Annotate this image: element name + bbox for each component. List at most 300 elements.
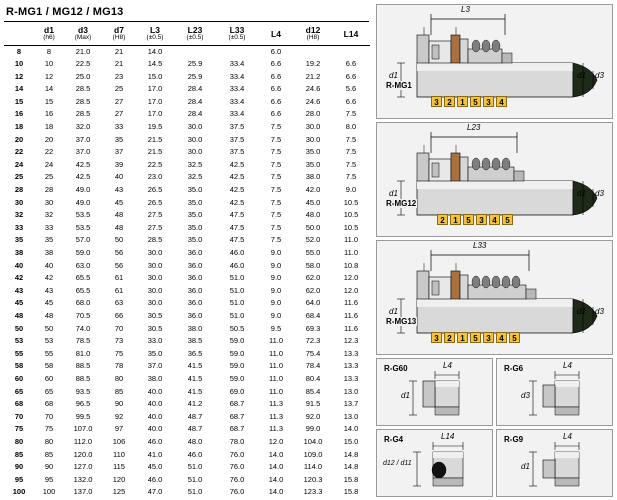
table-cell: 21.0 (75, 46, 91, 56)
table-cell: 25.0 (75, 71, 91, 81)
table-cell: 35.0 (187, 185, 203, 195)
table-cell: 73 (114, 336, 124, 346)
g6-left-dim: d3 (521, 391, 530, 400)
table-cell: 33.4 (229, 71, 245, 81)
table-cell: 51.0 (229, 298, 245, 308)
mg1-left-dim: d1 (389, 71, 398, 80)
table-row (4, 260, 370, 273)
table-row (4, 436, 370, 449)
table-cell: 33.4 (229, 109, 245, 119)
table-cell: 7.5 (270, 122, 282, 132)
table-cell: 32.5 (187, 159, 203, 169)
table-row (4, 373, 370, 386)
table-cell: 15.0 (147, 71, 163, 81)
table-cell: 56 (114, 260, 124, 270)
mg13-label: R-MG13 (386, 317, 417, 326)
table-cell: 32 (44, 210, 54, 220)
table-cell: 53 (44, 336, 54, 346)
table-cell: 42 (44, 273, 54, 283)
table-cell: 11.0 (343, 235, 359, 245)
table-cell: 41.0 (147, 449, 163, 459)
table-cell: 68.7 (229, 399, 245, 409)
table-cell: 26.5 (147, 197, 163, 207)
mg12-left-dim: d1 (389, 189, 398, 198)
table-cell: 11.3 (268, 411, 284, 421)
table-cell: 16 (44, 109, 54, 119)
table-cell: 14.0 (147, 46, 163, 56)
table-cell: 92.0 (305, 411, 321, 421)
table-cell: 18 (44, 122, 54, 132)
title-divider (4, 21, 369, 22)
mg12-label: R-MG12 (386, 199, 417, 208)
table-cell: 28.4 (187, 109, 203, 119)
mg12-right-dim-outer: d1 (577, 189, 586, 198)
table-cell: 40 (114, 172, 124, 182)
table-cell: 96.5 (75, 399, 91, 409)
mg13-right-dim-outer: d1 (577, 307, 586, 316)
table-cell: 7.5 (270, 134, 282, 144)
table-cell: 50.0 (305, 222, 321, 232)
table-cell: 7.5 (270, 159, 282, 169)
table-cell: 10.5 (343, 197, 359, 207)
table-row (4, 272, 370, 285)
table-cell: 110 (113, 449, 125, 459)
table-cell: 45 (44, 298, 54, 308)
table-cell: 11.6 (343, 323, 359, 333)
table-cell (294, 45, 332, 58)
table-cell: 137.0 (73, 487, 93, 497)
table-cell: 42.5 (229, 172, 245, 182)
table-cell: 12.0 (343, 285, 359, 295)
table-cell: 75 (44, 424, 54, 434)
table-cell: 48.0 (187, 436, 203, 446)
drawing-panel-g6 (496, 358, 613, 426)
table-cell: 76.0 (229, 474, 245, 484)
table-cell: 9.0 (270, 298, 282, 308)
table-cell: 30.0 (147, 260, 163, 270)
table-cell: 11.3 (268, 424, 284, 434)
table-cell: 7.5 (345, 147, 357, 157)
table-cell: 62.0 (305, 285, 321, 295)
table-cell: 10.5 (343, 222, 359, 232)
table-cell: 12.0 (343, 273, 359, 283)
table-cell: 76.0 (229, 449, 245, 459)
table-cell: 24.6 (305, 84, 321, 94)
row-size-label: 35 (14, 235, 24, 245)
mg12-callout-numbers (437, 214, 513, 225)
row-size-label: 45 (14, 298, 24, 308)
row-size-label: 8 (16, 46, 22, 56)
row-size-label: 55 (14, 348, 24, 358)
table-cell: 6.6 (345, 59, 357, 69)
table-cell: 37.0 (75, 147, 91, 157)
table-cell: 38.0 (147, 373, 163, 383)
table-cell: 9.0 (345, 185, 357, 195)
table-cell: 14.0 (343, 424, 359, 434)
table-cell: 106 (112, 436, 126, 446)
table-cell: 33 (114, 122, 124, 132)
table-cell: 11.6 (343, 298, 359, 308)
table-cell: 41.2 (187, 399, 203, 409)
table-cell: 53.5 (75, 222, 91, 232)
drawing-panel-mg1 (376, 4, 613, 119)
table-cell: 52.0 (305, 235, 321, 245)
table-cell: 80 (114, 373, 124, 383)
table-cell: 38.0 (305, 172, 321, 182)
table-cell: 27 (114, 96, 124, 106)
table-cell: 25.9 (187, 59, 203, 69)
table-cell: 36.0 (187, 260, 203, 270)
table-cell: 75 (114, 348, 124, 358)
table-cell: 75.4 (305, 348, 321, 358)
table-cell: 10.8 (343, 260, 359, 270)
g4-label: R-G4 (384, 435, 404, 444)
table-cell: 36.0 (187, 310, 203, 320)
table-cell: 17.0 (147, 84, 163, 94)
table-cell: 13.7 (343, 399, 359, 409)
table-cell: 85 (44, 449, 54, 459)
dimension-table-wrapper (4, 23, 370, 499)
callout-number: 3 (476, 214, 487, 225)
callout-number: 5 (470, 332, 481, 343)
table-cell: 68 (44, 399, 54, 409)
table-row (4, 171, 370, 184)
table-cell: 68.0 (75, 298, 91, 308)
table-cell: 7.5 (270, 197, 282, 207)
mg12-right-dim-inner: d3 (595, 189, 604, 198)
table-cell: 120.3 (303, 474, 323, 484)
table-cell: 58 (44, 361, 54, 371)
table-cell: 11.0 (268, 336, 284, 346)
table-cell: 30.0 (187, 134, 203, 144)
table-cell: 64.0 (305, 298, 321, 308)
table-cell: 76.0 (229, 487, 245, 497)
table-cell: 28.4 (187, 84, 203, 94)
table-cell: 46.0 (147, 436, 163, 446)
table-cell: 27.5 (147, 222, 163, 232)
table-cell: 123.3 (303, 487, 323, 497)
callout-number: 3 (431, 332, 442, 343)
table-cell: 40.0 (147, 386, 163, 396)
table-head (4, 23, 370, 45)
table-row (4, 398, 370, 411)
table-row (4, 134, 370, 147)
table-cell: 37.5 (229, 147, 245, 157)
table-cell: 85.4 (305, 386, 321, 396)
table-cell: 11.6 (343, 310, 359, 320)
callout-number: 4 (489, 214, 500, 225)
table-cell: 53.5 (75, 210, 91, 220)
table-cell: 90 (44, 462, 54, 472)
table-cell: 6.6 (270, 84, 282, 94)
table-cell: 33.0 (147, 336, 163, 346)
table-row (4, 323, 370, 336)
table-cell: 37 (114, 147, 124, 157)
table-cell: 78.4 (305, 361, 321, 371)
table-cell: 7.5 (345, 172, 357, 182)
table-row (4, 45, 370, 58)
g60-left-dim: d1 (401, 391, 410, 400)
table-cell: 51.0 (229, 273, 245, 283)
table-cell: 7.5 (345, 109, 357, 119)
table-cell: 15.8 (343, 487, 359, 497)
table-cell: 114.0 (303, 462, 323, 472)
table-cell: 45 (114, 197, 124, 207)
table-cell: 48.0 (305, 210, 321, 220)
table-cell: 42.5 (75, 172, 91, 182)
table-cell: 13.0 (343, 411, 359, 421)
mg1-right-dim-outer: d1 (577, 71, 586, 80)
row-size-label: 68 (14, 399, 24, 409)
table-cell: 10.5 (343, 210, 359, 220)
table-cell: 41.5 (187, 361, 203, 371)
callout-number: 4 (496, 96, 507, 107)
table-cell: 49.0 (75, 185, 91, 195)
page-title: R-MG1 / MG12 / MG13 (6, 6, 124, 18)
row-size-label: 10 (14, 59, 24, 69)
row-size-label: 95 (14, 474, 24, 484)
table-row (4, 96, 370, 109)
g60-top-dim: L4 (443, 361, 452, 370)
table-cell: 40.0 (147, 424, 163, 434)
table-cell: 7.5 (270, 147, 282, 157)
table-cell: 78.0 (229, 436, 245, 446)
table-cell: 85 (114, 386, 124, 396)
table-cell: 81.0 (75, 348, 91, 358)
table-cell: 9.5 (270, 323, 282, 333)
row-size-label: 100 (12, 487, 26, 497)
table-cell: 7.5 (345, 134, 357, 144)
drawing-panel-mg12 (376, 122, 613, 237)
callout-number: 3 (483, 332, 494, 343)
table-cell: 7.5 (345, 159, 357, 169)
table-cell: 109.0 (303, 449, 323, 459)
table-cell: 41.5 (187, 386, 203, 396)
row-size-label: 70 (14, 411, 24, 421)
row-size-label: 22 (14, 147, 24, 157)
callout-number: 2 (437, 214, 448, 225)
table-cell: 11.0 (343, 248, 359, 257)
row-size-label: 12 (14, 71, 24, 81)
table-cell: 100 (42, 487, 56, 497)
table-cell: 59.0 (229, 336, 245, 346)
table-cell: 15.8 (343, 474, 359, 484)
table-row (4, 386, 370, 399)
row-size-label: 85 (14, 449, 24, 459)
table-cell: 14.5 (147, 59, 163, 69)
table-cell: 6.6 (270, 109, 282, 119)
col-header-d7: d7 (H8) (102, 23, 136, 45)
table-cell: 127.0 (73, 462, 93, 472)
table-cell: 88.5 (75, 361, 91, 371)
table-cell: 21.5 (147, 134, 163, 144)
table-cell: 6.6 (345, 96, 357, 106)
g9-left-dim: d1 (521, 462, 530, 471)
table-cell: 78 (114, 361, 124, 371)
callout-number: 2 (444, 332, 455, 343)
row-size-label: 24 (14, 159, 24, 169)
table-row (4, 222, 370, 235)
table-cell: 12.3 (343, 336, 359, 346)
table-cell: 7.5 (270, 235, 282, 245)
table-cell: 35.0 (187, 222, 203, 232)
table-cell: 48 (44, 310, 54, 320)
table-row (4, 297, 370, 310)
drawing-panel-g9 (496, 429, 613, 497)
table-cell: 15.0 (343, 436, 359, 446)
table-cell: 35.0 (305, 147, 321, 157)
mg12-top-dim: L23 (467, 123, 481, 132)
table-cell: 6.6 (270, 71, 282, 81)
table-cell: 35.0 (187, 197, 203, 207)
col-header-d3: d3 (Max) (64, 23, 102, 45)
table-cell: 13.3 (343, 373, 359, 383)
table-cell: 48.7 (187, 411, 203, 421)
table-cell: 58.0 (305, 260, 321, 270)
g6-label: R-G6 (504, 364, 524, 373)
table-cell: 69.3 (305, 323, 321, 333)
col-header-d12: d12 (H8) (294, 23, 332, 45)
row-size-label: 42 (14, 273, 24, 283)
table-cell: 90 (114, 399, 124, 409)
table-cell: 33 (44, 222, 54, 232)
table-cell: 30.5 (147, 310, 163, 320)
table-row (4, 121, 370, 134)
mg13-right-dim-inner: d3 (595, 307, 604, 316)
table-cell: 37.0 (75, 134, 91, 144)
table-row (4, 58, 370, 71)
table-cell: 88.5 (75, 373, 91, 383)
table-cell: 35.0 (187, 235, 203, 245)
callout-number: 5 (509, 332, 520, 343)
callout-number: 3 (431, 96, 442, 107)
table-cell: 6.6 (270, 96, 282, 106)
table-cell: 14.0 (268, 487, 284, 497)
col-header-l23: L23 (±0.5) (174, 23, 216, 45)
table-cell: 45.0 (305, 197, 321, 207)
table-cell: 51.0 (187, 474, 203, 484)
table-cell: 11.0 (268, 373, 284, 383)
table-cell: 30.0 (147, 298, 163, 308)
table-cell: 39 (114, 159, 124, 169)
table-cell: 28.5 (75, 109, 91, 119)
callout-number: 1 (457, 332, 468, 343)
table-cell: 69.0 (229, 386, 245, 396)
table-cell: 35 (44, 235, 54, 245)
table-cell: 9.0 (270, 260, 282, 270)
table-cell: 21.5 (147, 147, 163, 157)
table-cell: 65.5 (75, 273, 91, 283)
table-cell: 6.6 (345, 71, 357, 81)
table-cell: 80 (44, 436, 54, 446)
table-cell: 95 (44, 474, 54, 484)
row-size-label: 33 (14, 222, 24, 232)
table-cell: 99.5 (75, 411, 91, 421)
table-cell: 17.0 (147, 96, 163, 106)
table-cell: 47.5 (229, 222, 245, 232)
table-cell: 13.3 (343, 361, 359, 371)
row-size-label: 32 (14, 210, 24, 220)
row-size-label: 20 (14, 134, 24, 144)
table-cell: 12 (44, 71, 54, 81)
row-size-label: 65 (14, 386, 24, 396)
table-cell: 72.3 (305, 336, 321, 346)
table-cell: 50 (114, 235, 124, 245)
mg1-label: R-MG1 (386, 81, 412, 90)
table-cell: 112.0 (73, 436, 93, 446)
g6-top-dim: L4 (563, 361, 572, 370)
table-cell: 59.0 (229, 348, 245, 358)
table-cell: 41.5 (187, 373, 203, 383)
table-cell: 120 (112, 474, 126, 484)
table-cell: 42.5 (75, 159, 91, 169)
table-cell: 76.0 (229, 462, 245, 472)
table-cell: 36.0 (187, 273, 203, 283)
table-row (4, 360, 370, 373)
row-size-label: 14 (14, 84, 24, 94)
table-row (4, 234, 370, 247)
table-cell: 48 (114, 210, 124, 220)
row-size-label: 48 (14, 310, 24, 320)
table-cell: 65 (44, 386, 54, 396)
table-cell: 63.0 (75, 260, 91, 270)
table-cell: 11.0 (268, 361, 284, 371)
table-cell: 36.0 (187, 248, 203, 257)
table-cell: 22.5 (147, 159, 163, 169)
table-cell: 30.0 (305, 134, 321, 144)
table-cell: 51.0 (187, 462, 203, 472)
table-cell: 61 (114, 285, 124, 295)
table-row (4, 449, 370, 462)
callout-number: 4 (496, 332, 507, 343)
callout-number: 5 (470, 96, 481, 107)
table-cell: 115 (113, 462, 125, 472)
table-cell: 20 (44, 134, 54, 144)
drawing-panel-mg13 (376, 240, 613, 355)
table-cell: 6.6 (270, 59, 282, 69)
table-cell: 35.0 (147, 348, 163, 358)
table-cell: 36.5 (187, 348, 203, 358)
table-cell: 107.0 (73, 424, 93, 434)
table-cell: 48.7 (187, 424, 203, 434)
table-cell: 42.5 (229, 197, 245, 207)
table-cell: 27 (114, 109, 124, 119)
table-cell: 9.0 (270, 285, 282, 295)
table-cell: 21.2 (305, 71, 321, 81)
table-cell: 132.0 (73, 474, 93, 484)
drawing-panel-g4 (376, 429, 493, 497)
table-cell: 42.5 (229, 159, 245, 169)
table-cell: 47.0 (147, 487, 163, 497)
table-cell: 74.0 (75, 323, 91, 333)
table-row (4, 348, 370, 361)
g9-label: R-G9 (504, 435, 524, 444)
table-cell: 35 (114, 134, 124, 144)
table-row (4, 83, 370, 96)
table-cell: 42.5 (229, 185, 245, 195)
row-size-label: 28 (14, 185, 24, 195)
table-cell: 51.0 (229, 285, 245, 295)
table-cell: 50 (44, 323, 54, 333)
table-cell: 35.0 (305, 159, 321, 169)
table-cell: 46.0 (147, 474, 163, 484)
table-cell (332, 45, 370, 58)
table-cell: 11.0 (268, 386, 284, 396)
table-cell: 23 (114, 71, 124, 81)
table-cell: 40.0 (147, 411, 163, 421)
g4-left-dim: d12 / d11 (383, 460, 412, 467)
table-cell: 28.4 (187, 96, 203, 106)
